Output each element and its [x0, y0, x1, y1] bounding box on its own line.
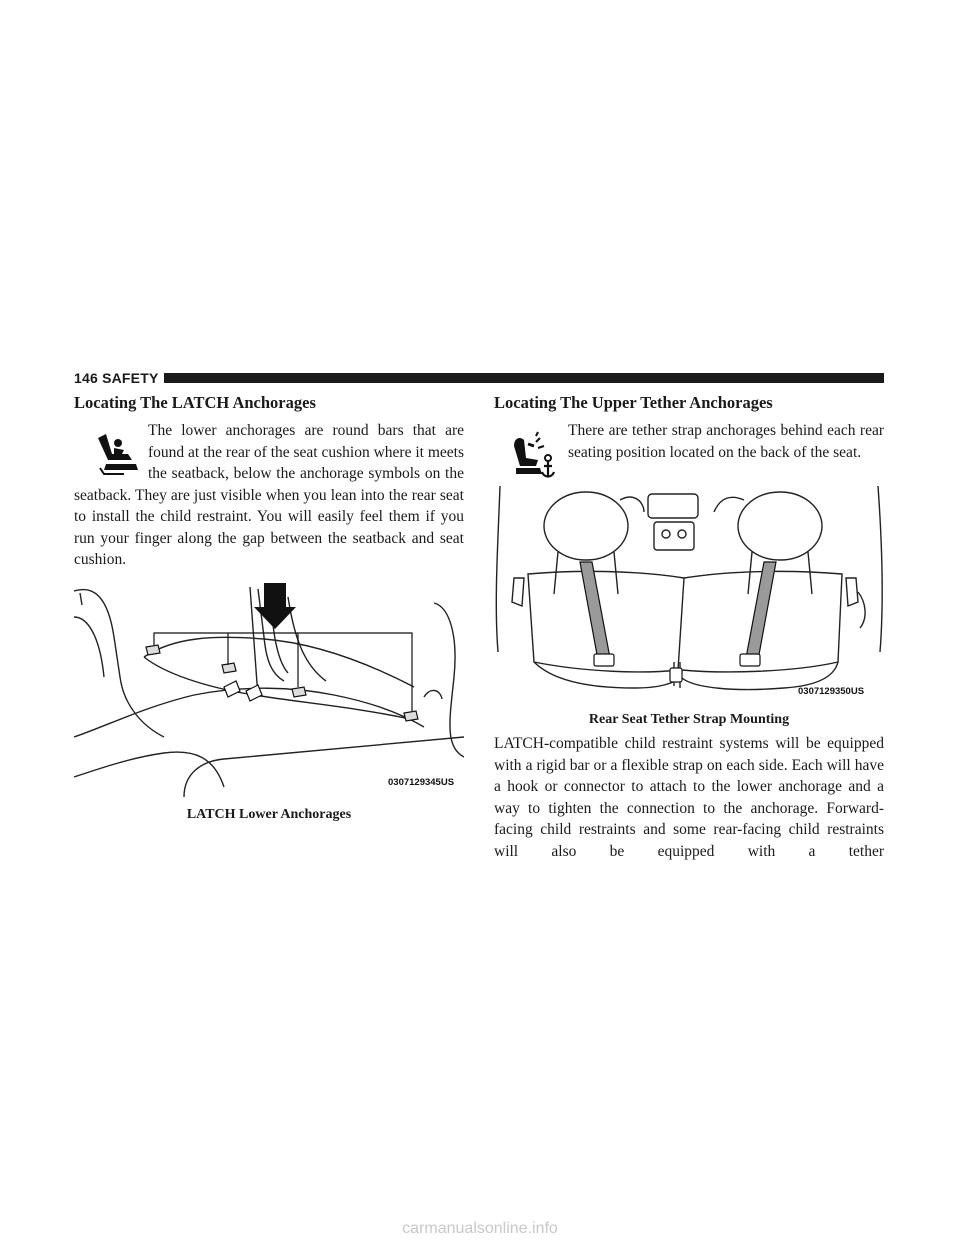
watermark: carmanualsonline.info — [402, 1220, 558, 1237]
right-column — [494, 392, 884, 862]
page-number: 146 — [74, 370, 98, 386]
tether-figure-code: 0307129350US — [798, 686, 865, 697]
latch-figure-caption: LATCH Lower Anchorages — [186, 806, 352, 822]
tether-section-title: Locating The Upper Tether Anchorages — [494, 393, 773, 412]
page-header — [74, 370, 884, 386]
header-rule — [164, 373, 884, 383]
tether-intro-text: There are tether strap anchorages behind each rear seating position located on the back of the seat. — [568, 422, 884, 461]
page-header-label — [74, 370, 159, 386]
left-column — [74, 392, 464, 824]
rear-seat-tether-illustration — [494, 482, 884, 704]
latch-intro — [74, 420, 464, 571]
latch-intro-text: The lower anchorages are round bars that are found at the rear of the seat cushion where it meets the seatback, below the anchorage symbols on the seatback. They are just visible when you lean into the rear seat to install the child restraint. You will easily feel them if you run your finger along the gap between the seatback and seat cushion. — [74, 422, 464, 568]
tether-figure-caption: Rear Seat Tether Strap Mounting — [588, 712, 790, 727]
tether-intro — [494, 420, 884, 463]
latch-compatible-body-text: LATCH-compatible child restraint systems will be equipped with a rigid bar or a flexible strap on each side. Each will have a hook or connector to attach to the lower anchorage and a way to tighten the connection to the anchorage. Forward-facing child restraints and some rear-facing child restraints will also be equipped with a tether — [494, 735, 884, 860]
tether-figure — [494, 469, 884, 729]
latch-figure — [74, 577, 464, 824]
child-seat-latch-icon — [88, 424, 144, 480]
section-name: SAFETY — [102, 370, 159, 386]
latch-section-title: Locating The LATCH Anchorages — [74, 393, 316, 412]
latch-figure-code: 0307129345US — [388, 776, 455, 788]
latch-lower-anchorages-illustration — [74, 577, 464, 797]
